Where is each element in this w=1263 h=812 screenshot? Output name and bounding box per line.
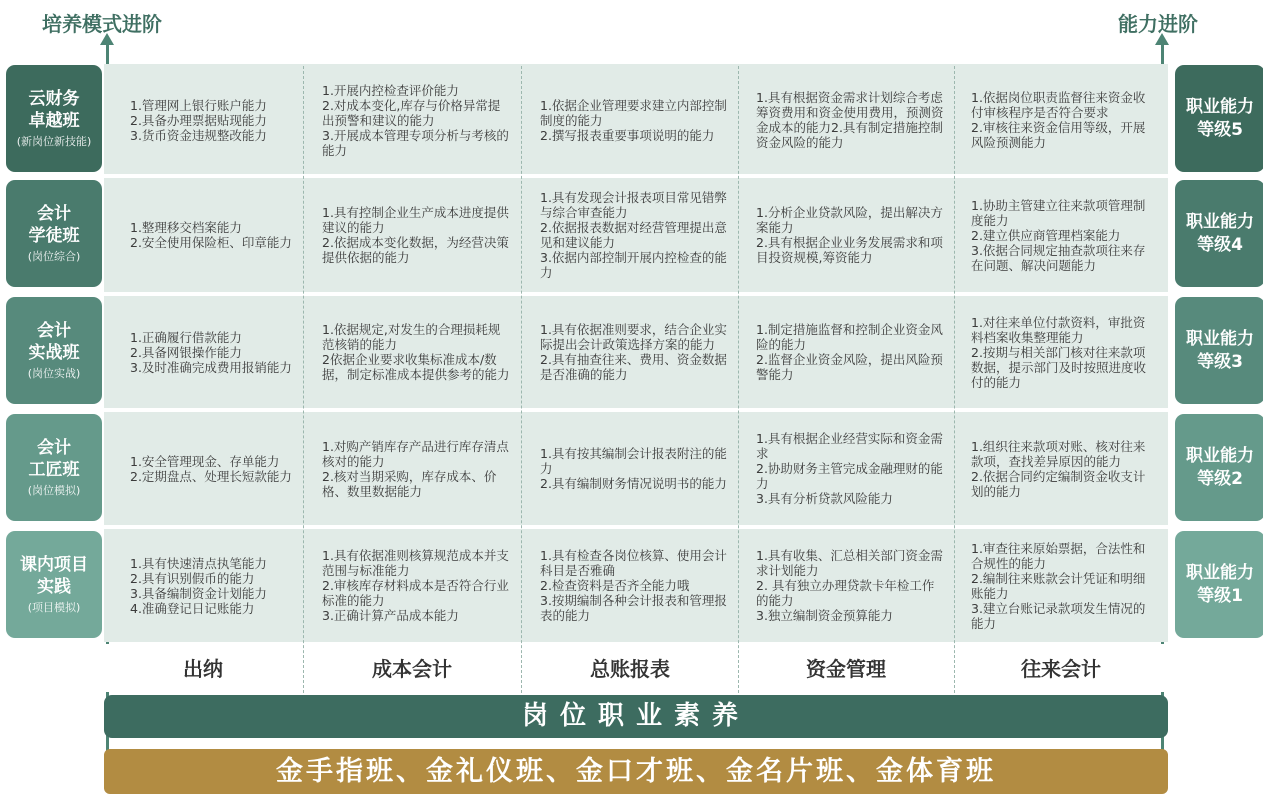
ability-cell: [320, 296, 512, 408]
ability-cell: [969, 529, 1157, 642]
level-box-2: [1175, 414, 1263, 521]
ability-text: 1.具有发现会计报表项目常见错弊与综合审查能力 2.依据报表数据对经营管理提出意见和建议能力 3.依据内部控制开展内控检查的能力: [540, 190, 727, 280]
ability-cell: [538, 529, 730, 642]
column-divider: [303, 66, 304, 693]
ability-text: 1.依据规定,对发生的合理损耗规范核销的能力 2依据企业要求收集标准成本/数据，制定标准成本提供参考的能力: [322, 322, 510, 382]
ability-text: 1.具有快速清点执笔能力 2.具有识别假币的能力 3.具备编制资金计划能力 4.准确登记日记账能力: [130, 555, 267, 616]
ability-text: 1.具有控制企业生产成本进度提供建议的能力 2.依据成本变化数据，为经营决策提供依据的能力: [322, 205, 509, 265]
ability-text: 1.依据企业管理要求建立内部控制制度的能力 2.撰写报表重要事项说明的能力: [540, 97, 727, 143]
class-name: 会计 学徒班: [28, 204, 80, 246]
ability-cell: [538, 66, 730, 174]
ability-cell: [128, 529, 298, 642]
golden-classes-bar: 金手指班、金礼仪班、金口才班、金名片班、金体育班: [104, 749, 1168, 794]
ability-text: 1.具有依据准则要求，结合企业实际提出会计政策选择方案的能力 2.具有抽查往来、费用、资金数据是否准确的能力: [540, 322, 727, 382]
level-label: 职业能力 等级4: [1186, 211, 1254, 255]
class-box-practice: [6, 297, 102, 404]
ability-cell: [754, 529, 946, 642]
ability-text: 1.审查往来原始票据，合法性和合规性的能力 2.编制往来账款会计凭证和明细账能力 3.建立台账记录款项发生情况的能力: [971, 540, 1146, 631]
ability-cell: [128, 412, 298, 525]
ability-text: 1.具有检查各岗位核算、使用会计科目是否雅确 2.检查资料是否齐全能力哦 3.按期编制各种会计报表和管理报表的能力: [540, 548, 727, 623]
level-label: 职业能力 等级5: [1186, 96, 1254, 140]
level-label: 职业能力 等级2: [1186, 445, 1254, 489]
class-box-apprentice: [6, 180, 102, 287]
ability-text: 1.依据岗位职责监督往来资金收付审核程序是否符合要求 2.审核往来资金信用等级，开展风险预测能力: [971, 90, 1146, 150]
ability-cell: [969, 66, 1157, 174]
ability-cell: [538, 178, 730, 292]
ability-text: 1.整理移交档案能力 2.安全使用保险柜、印章能力: [130, 220, 292, 250]
column-label-fund-management: 资金管理: [806, 657, 886, 681]
professional-literacy-bar: 岗位职业素养: [104, 695, 1168, 738]
ability-text: 1.制定措施监督和控制企业资金风险的能力 2.监督企业资金风险，提出风险预警能力: [756, 322, 943, 382]
ability-text: 1.分析企业贷款风险，提出解决方案能力 2.具有根据企业业务发展需求和项目投资规模,筹资能力: [756, 205, 943, 265]
ability-text: 1.对购产销库存产品进行库存清点核对的能力 2.核对当期采购，库存成本、价格、数里数据能力: [322, 438, 509, 499]
column-divider: [738, 66, 739, 693]
class-box-craftsman: [6, 414, 102, 521]
class-name: 云财务 卓越班: [28, 89, 80, 131]
class-subtitle: (项目模拟): [27, 601, 81, 614]
training-mode-axis-title: 培养模式进阶: [42, 12, 162, 36]
ability-cell: [969, 412, 1157, 525]
ability-text: 1.具有根据企业经营实际和资金需求 2.协助财务主管完成金融理财的能力 3.具有分析贷款风险能力: [756, 431, 943, 506]
ability-cell: [969, 296, 1157, 408]
ability-cell: [320, 412, 512, 525]
class-name: 会计 实战班: [28, 321, 80, 363]
class-name: 课内项目 实践: [20, 555, 88, 597]
ability-text: 1.开展内控检查评价能力 2.对成本变化,库存与价格异常提出预警和建议的能力 3.开展成本管理专项分析与考核的能力: [322, 82, 509, 158]
level-box-1: [1175, 531, 1263, 638]
class-subtitle: (岗位实战): [27, 367, 81, 380]
column-divider: [521, 66, 522, 693]
ability-text: 1.安全管理现金、存单能力 2.定期盘点、处理长短款能力: [130, 453, 292, 484]
ability-cell: [320, 66, 512, 174]
class-box-project-practice: [6, 531, 102, 638]
ability-cell: [538, 412, 730, 525]
ability-cell: [320, 178, 512, 292]
class-name: 会计 工匠班: [28, 438, 80, 480]
column-label-general-ledger: 总账报表: [590, 657, 670, 681]
class-box-cloud-finance: [6, 65, 102, 172]
level-box-5: [1175, 65, 1263, 172]
level-box-3: [1175, 297, 1263, 404]
ability-cell: [754, 178, 946, 292]
ability-text: 1.管理网上银行账户能力 2.具备办理票据贴现能力 3.货币资金违规整改能力: [130, 97, 267, 143]
ability-cell: [128, 178, 298, 292]
ability-cell: [754, 66, 946, 174]
class-subtitle: (新岗位新技能): [16, 135, 92, 148]
ability-cell: [538, 296, 730, 408]
ability-text: 1.对往来单位付款资料，审批资料档案收集整理能力 2.按期与相关部门核对往来款项数据，提示部门及时按照进度收付的能力: [971, 314, 1147, 390]
column-label-receivables: 往来会计: [1021, 657, 1101, 681]
ability-cell: [754, 412, 946, 525]
level-box-4: [1175, 180, 1263, 287]
ability-cell: [754, 296, 946, 408]
column-label-cashier: 出纳: [183, 657, 223, 681]
ability-text: 1.协助主管建立往来款项管理制度能力 2.建立供应商管理档案能力 3.依据合同规定抽查款项往来存在问题、解决问题能力: [971, 197, 1146, 273]
level-label: 职业能力 等级3: [1186, 328, 1254, 372]
class-subtitle: (岗位模拟): [27, 484, 81, 497]
ability-text: 1.组织往来款项对账、核对往来款项，查找差异原因的能力 2.依据合同约定编制资金收支计划的能力: [971, 438, 1146, 499]
ability-text: 1.具有收集、汇总相关部门资金需求计划能力 2. 具有独立办理贷款卡年检工作的能力 3.独立编制资金预算能力: [756, 548, 943, 623]
column-label-cost-accounting: 成本会计: [372, 657, 452, 681]
ability-cell: [969, 178, 1157, 292]
ability-cell: [320, 529, 512, 642]
ability-cell: [128, 66, 298, 174]
ability-axis-title: 能力进阶: [1118, 12, 1198, 36]
ability-text: 1.正确履行借款能力 2.具备网银操作能力 3.及时准确完成费用报销能力: [130, 329, 292, 375]
ability-text: 1.具有依据准则核算规范成本并支范围与标准能力 2.审核库存材料成本是否符合行业标准的能力 3.正确计算产品成本能力: [322, 548, 509, 623]
class-subtitle: (岗位综合): [27, 250, 81, 263]
ability-text: 1.具有根据资金需求计划综合考虑筹资费用和资金使用费用，预测资金成本的能力2.具有制定措施控制资金风险的能力: [756, 90, 944, 150]
ability-cell: [128, 296, 298, 408]
column-divider: [954, 66, 955, 693]
ability-text: 1.具有按其编制会计报表附注的能力 2.具有编制财务情况说明书的能力: [540, 446, 727, 491]
left-arrow-head-icon: [100, 33, 114, 45]
level-label: 职业能力 等级1: [1186, 562, 1254, 606]
right-arrow-head-icon: [1155, 33, 1169, 45]
